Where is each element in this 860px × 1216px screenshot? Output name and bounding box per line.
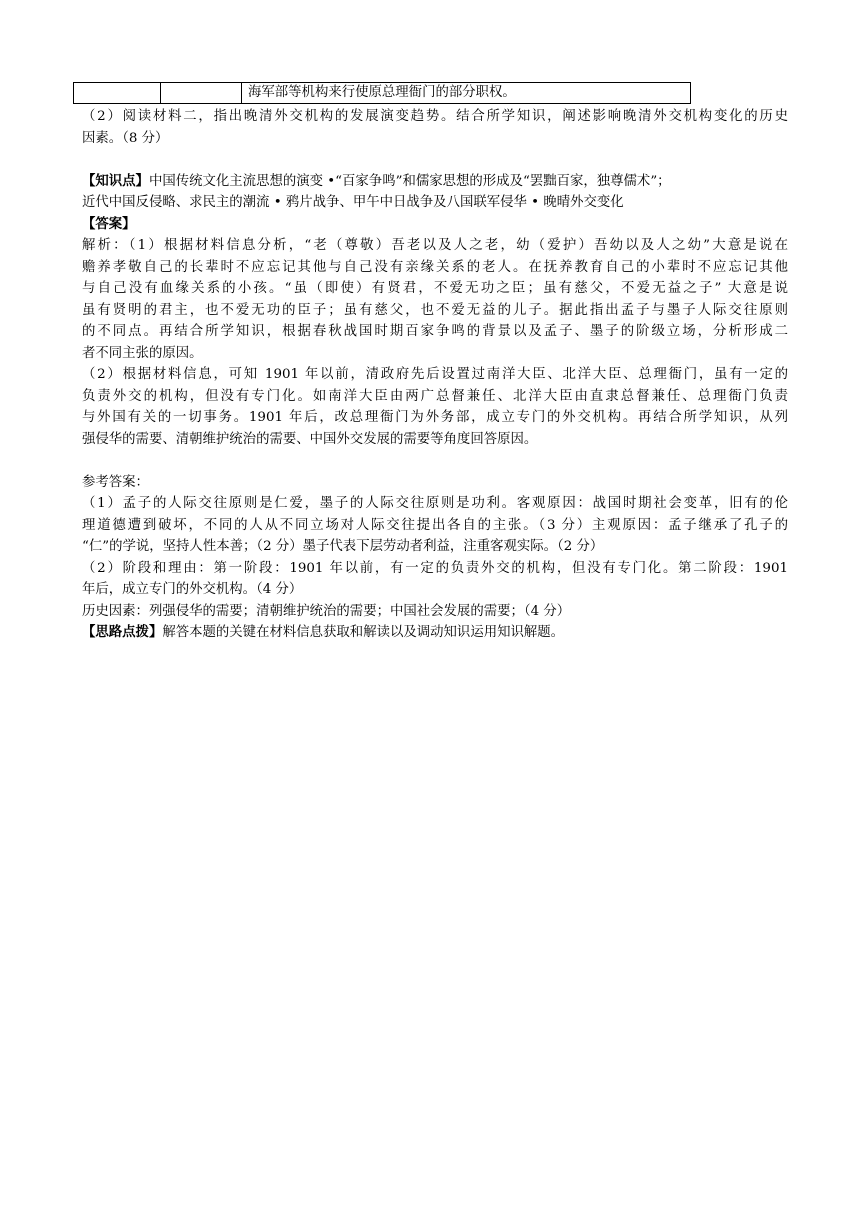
reference-text: 历史因素：列强侵华的需要；清朝维护统治的需要；中国社会发展的需要；（4 分） xyxy=(82,603,571,619)
analysis-text: （2）根据材料信息，可知 1901 年以前，清政府先后设置过南洋大臣、北洋大臣、总理衙门，虽有一定的 xyxy=(82,367,788,382)
knowledge-point-text: 中国传统文化主流思想的演变 •“百家争鸣”和儒家思想的形成及“罢黜百家，独尊儒术”； xyxy=(148,173,671,189)
material-table xyxy=(73,82,691,104)
analysis-text: 与外国有关的一切事务。1901 年后，改总理衙门为外务部，成立专门的外交机构。再结合所学知识，从列 xyxy=(82,410,788,425)
table-cell: 海军部等机构来行使原总理衙门的部分职权。 xyxy=(242,83,691,104)
question-text: （2）阅读材料二，指出晚清外交机构的发展演变趋势。结合所学知识，阐述影响晚清外交机构变化的历史 xyxy=(82,109,788,124)
analysis-text: 赡养孝敬自己的长辈时不应忘记其他与自己没有亲缘关系的老人。在抚养教育自己的小辈时不应忘记其他 xyxy=(82,259,788,275)
knowledge-point-line xyxy=(82,171,788,193)
analysis-text: 与自己没有血缘关系的小孩。“虽（即使）有贤君，不爱无功之臣；虽有慈父，不爱无益之子” 大意是说 xyxy=(82,281,788,296)
knowledge-point-text: 近代中国反侵略、求民主的潮流 • 鸦片战争、甲午中日战争及八国联军侵华 • 晚晴外交变化 xyxy=(82,195,624,210)
table-cell xyxy=(74,83,161,104)
tips-line xyxy=(82,622,788,644)
reference-text: 理道德遭到破坏，不同的人从不同立场对人际交往提出各自的主张。（3 分）主观原因：孟子继承了孔子的 xyxy=(82,517,788,533)
question-text: 因素。（8 分） xyxy=(82,130,169,146)
spacer xyxy=(82,149,788,171)
reference-text: （1）孟子的人际交往原则是仁爱，墨子的人际交往原则是功利。客观原因：战国时期社会变革，旧有的伦 xyxy=(82,496,788,511)
reference-heading: 参考答案： xyxy=(82,474,149,490)
reference-text: 年后，成立专门的外交机构。（4 分） xyxy=(82,582,303,597)
analysis-text: 虽有贤明的君主，也不爱无功的臣子；虽有慈父，也不爱无益的儿子。据此指出孟子与墨子人际交往原则 xyxy=(82,302,788,318)
table-row xyxy=(74,83,691,104)
analysis-text: 负责外交的机构，但没有专门化。如南洋大臣由两广总督兼任、北洋大臣由直隶总督兼任、总理衙门负责 xyxy=(82,388,788,404)
analysis-text: 解析：（1）根据材料信息分析，“老（尊敬）吾老以及人之老，幼（爱护）吾幼以及人之幼”大意是说在 xyxy=(82,238,788,253)
spacer xyxy=(82,450,788,472)
reference-text: （2）阶段和理由：第一阶段：1901 年以前，有一定的负责外交的机构，但没有专门化。第二阶段：1901 xyxy=(82,560,788,576)
analysis-text: 者不同主张的原因。 xyxy=(82,345,203,361)
knowledge-point-tag: 【知识点】 xyxy=(82,172,149,189)
tips-text: 解答本题的关键在材料信息获取和解读以及调动知识运用知识解题。 xyxy=(162,625,565,640)
reference-text: “仁”的学说，坚持人性本善；（2 分）墨子代表下层劳动者利益，注重客观实际。（2 分） xyxy=(82,539,604,554)
analysis-text: 强侵华的需要、清朝维护统治的需要、中国外交发展的需要等角度回答原因。 xyxy=(82,431,538,447)
document-body xyxy=(82,106,788,644)
table-cell xyxy=(161,83,242,104)
answer-heading: 【答案】 xyxy=(82,215,136,232)
tips-tag: 【思路点拨】 xyxy=(82,624,163,640)
analysis-text: 的不同点。再结合所学知识，根据春秋战国时期百家争鸣的背景以及孟子、墨子的阶级立场，分析形成二 xyxy=(82,324,788,339)
